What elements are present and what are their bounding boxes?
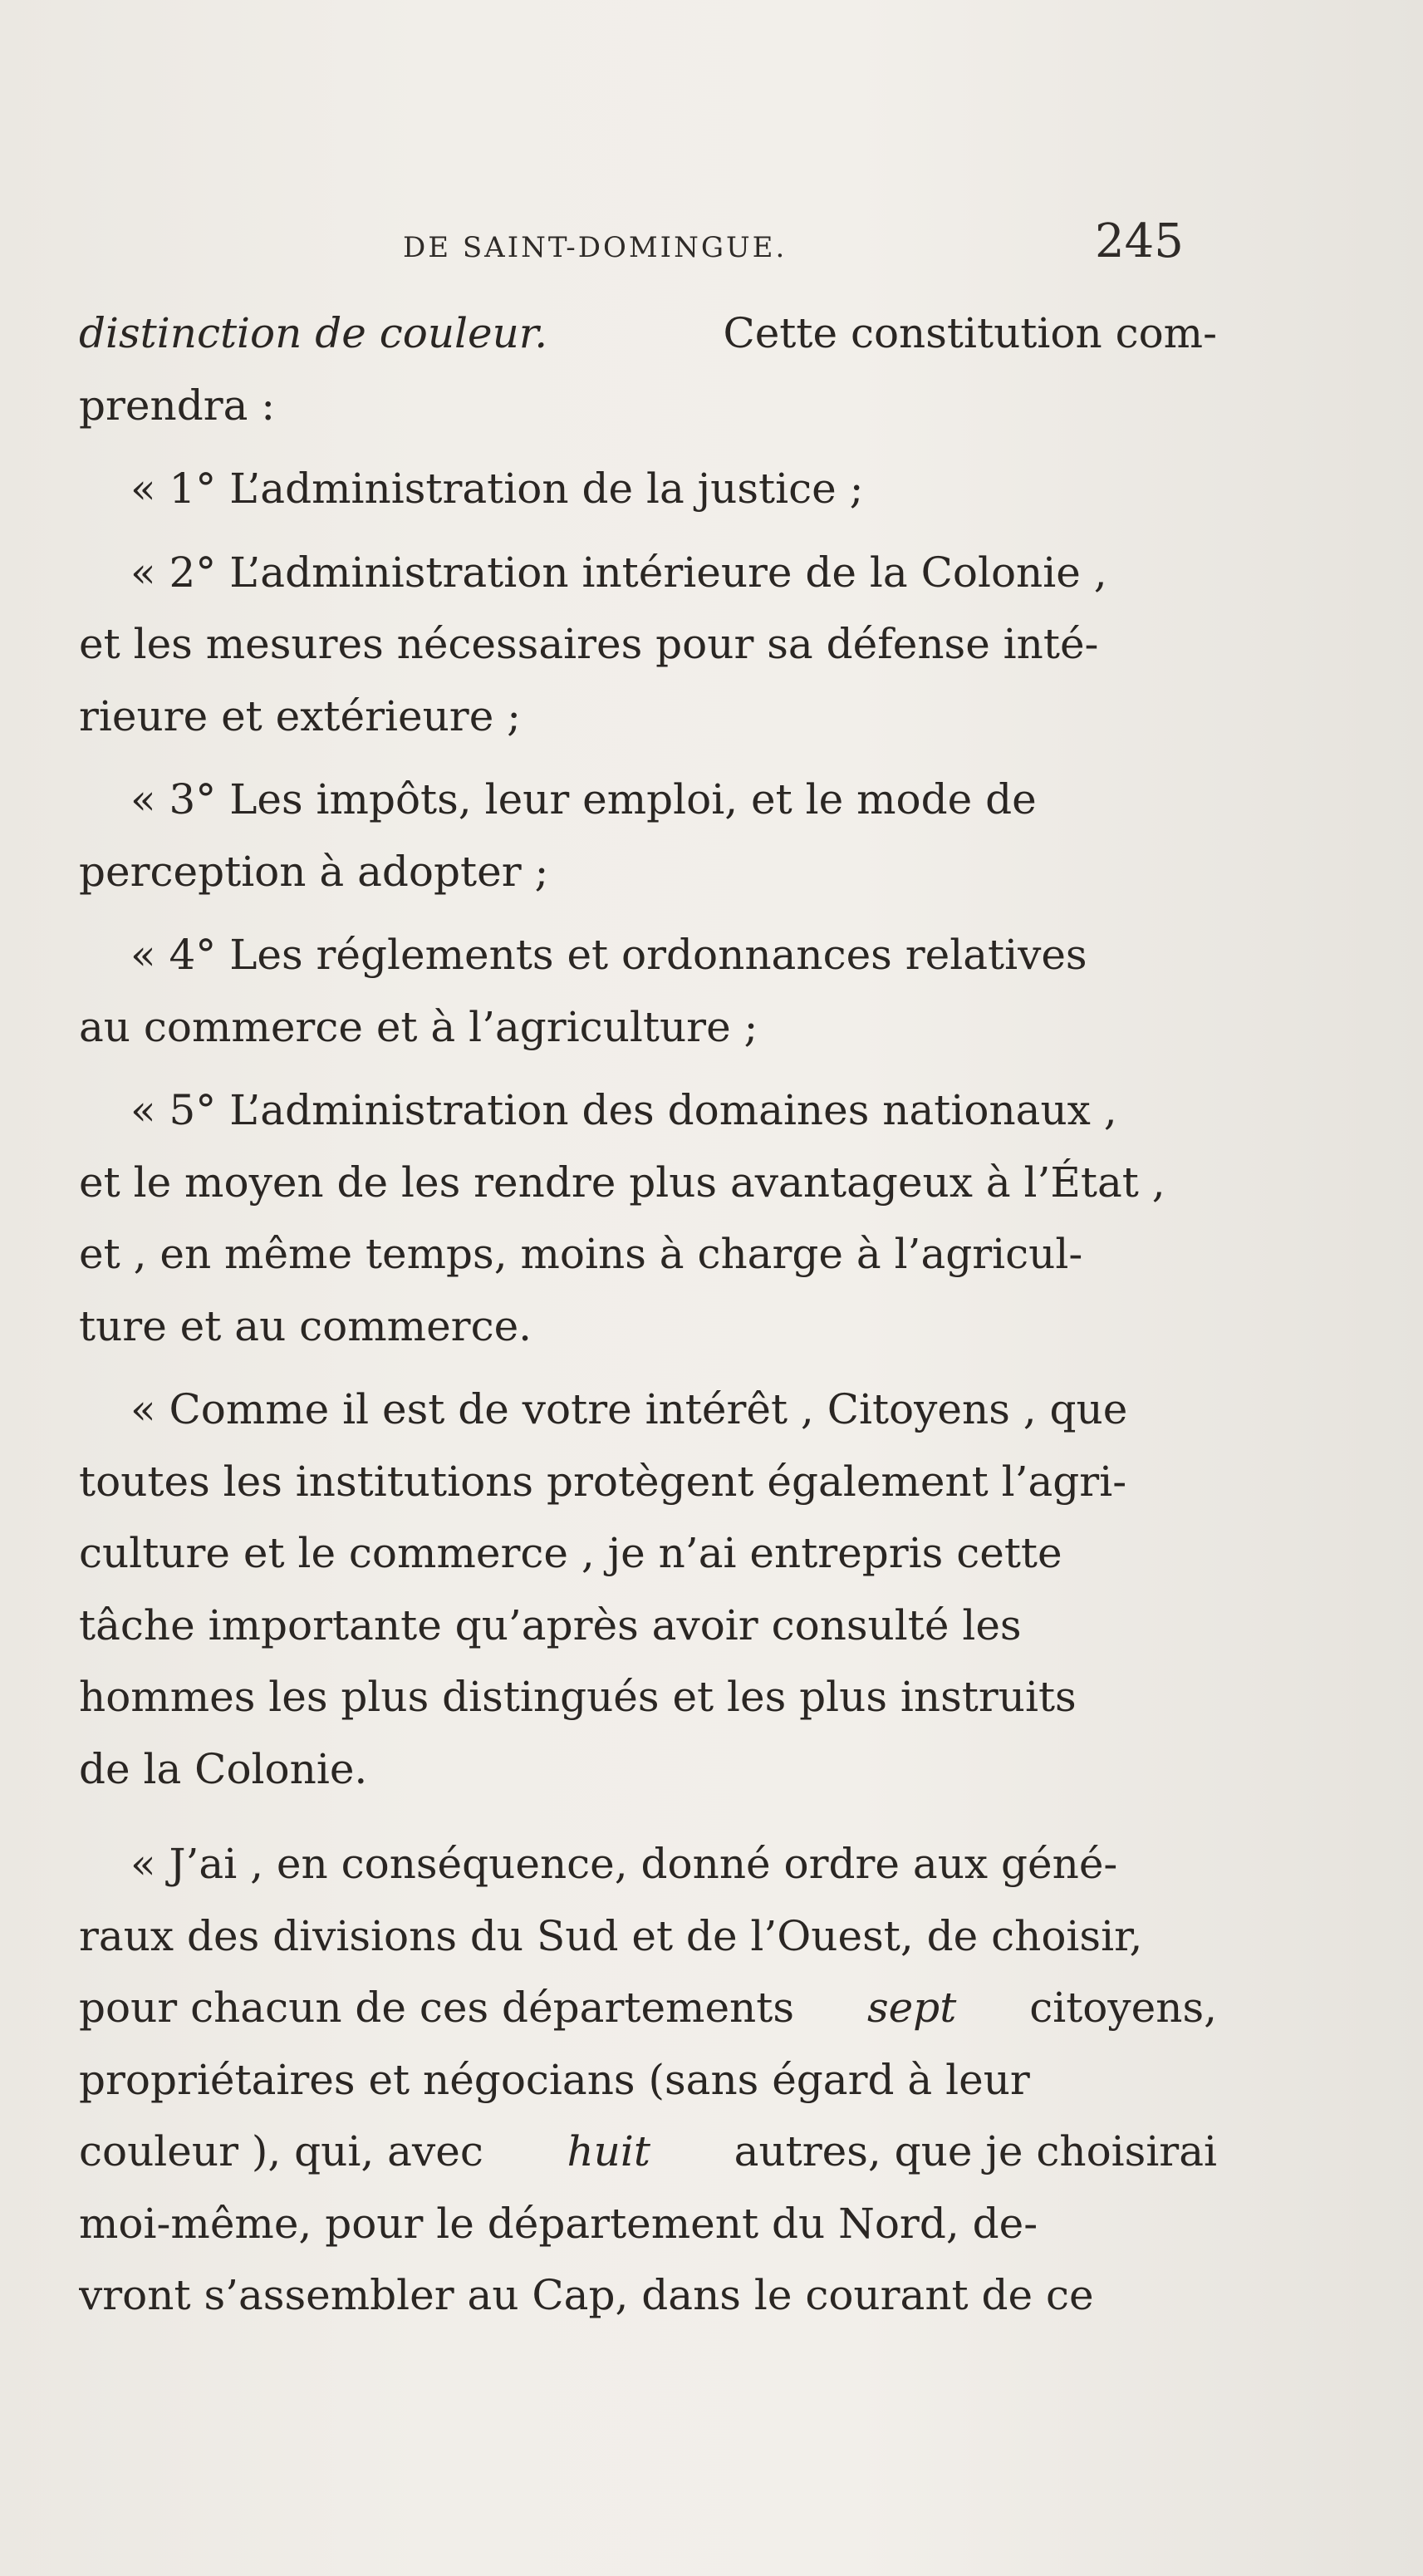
text-segment: couleur ), qui, avec <box>79 2127 483 2175</box>
text-line: et le moyen de les rendre plus avantageux à l’État , <box>79 1158 1165 1207</box>
text-line <box>79 2116 1217 2188</box>
text-line: tâche importante qu’après avoir consulté les <box>79 1600 1022 1649</box>
text-line: prendra : <box>79 381 276 430</box>
text-line <box>79 297 1217 370</box>
text-line <box>79 1074 1217 1147</box>
page-header <box>0 214 1423 281</box>
text-segment: citoyens, <box>1029 1984 1217 2032</box>
text-line: rieure et extérieure ; <box>79 691 522 740</box>
text-line <box>79 919 1217 991</box>
text-segment: autres, que je choisirai <box>734 2127 1217 2175</box>
text-segment: « 1° L’administration de la justice ; <box>130 465 864 513</box>
text-segment: « 3° Les impôts, leur emploi, et le mode de <box>130 775 1037 823</box>
text-line: raux des divisions du Sud et de l’Ouest, de choisir, <box>79 1911 1143 1960</box>
text-segment: Cette constitution com- <box>723 309 1217 357</box>
text-line <box>79 1828 1217 1900</box>
text-line: de la Colonie. <box>79 1744 368 1793</box>
italic-phrase: distinction de couleur. <box>79 309 548 357</box>
body-text <box>79 297 1217 2332</box>
text-segment: pour chacun de ces départements <box>79 1984 795 2032</box>
text-line: au commerce et à l’agriculture ; <box>79 1002 758 1051</box>
text-line: hommes les plus distingués et les plus instruits <box>79 1673 1077 1721</box>
text-line <box>79 537 1217 609</box>
text-line: culture et le commerce , je n’ai entrepris cette <box>79 1529 1062 1577</box>
text-line: et les mesures nécessaires pour sa défense inté- <box>79 620 1099 668</box>
text-line: et , en même temps, moins à charge à l’agricul- <box>79 1230 1083 1278</box>
text-line: ture et au commerce. <box>79 1301 532 1350</box>
page-number: 245 <box>1095 214 1184 268</box>
running-head: DE SAINT-DOMINGUE. <box>403 231 788 264</box>
text-segment: « 2° L’administration intérieure de la Colonie , <box>130 548 1107 597</box>
text-line: propriétaires et négocians (sans égard à leur <box>79 2055 1030 2104</box>
text-line <box>79 453 1217 525</box>
italic-word: sept <box>866 1984 957 2032</box>
text-line <box>79 1972 1217 2044</box>
text-line: vront s’assembler au Cap, dans le courant de ce <box>79 2271 1094 2319</box>
text-segment: « 4° Les réglements et ordonnances relatives <box>130 931 1087 979</box>
text-segment: « J’ai , en conséquence, donné ordre aux géné- <box>130 1840 1118 1888</box>
italic-word: huit <box>567 2127 650 2175</box>
text-line: toutes les institutions protègent également l’agri- <box>79 1457 1127 1506</box>
text-line <box>79 764 1217 836</box>
text-line <box>79 1374 1217 1446</box>
text-segment: « Comme il est de votre intérêt , Citoyens , que <box>130 1385 1128 1433</box>
text-line: perception à adopter ; <box>79 847 549 896</box>
text-segment: « 5° L’administration des domaines nationaux , <box>130 1086 1117 1134</box>
text-line: moi-même, pour le département du Nord, de- <box>79 2199 1038 2248</box>
